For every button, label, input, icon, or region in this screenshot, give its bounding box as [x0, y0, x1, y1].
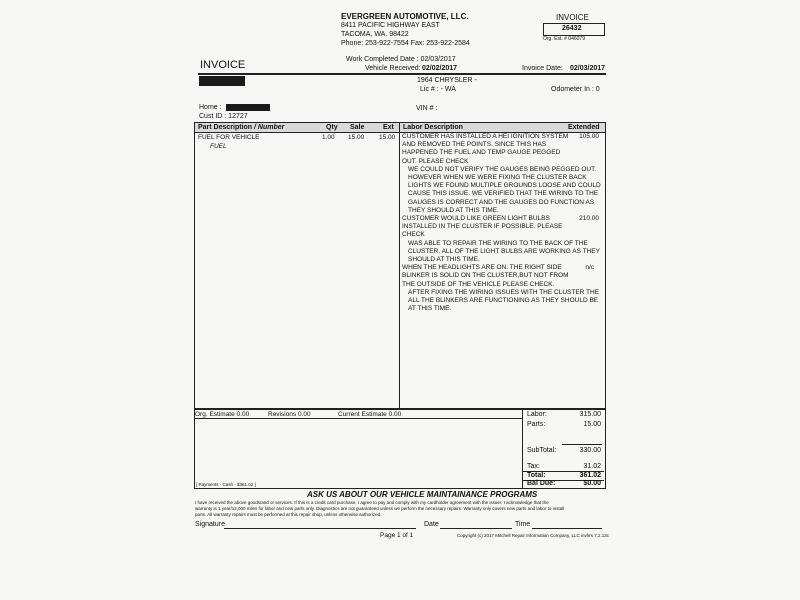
labor-line: WHEN THE HEADLIGHTS ARE ON. THE RIGHT SIDE: [402, 264, 562, 272]
labor-line: ALL THE BLINKERS ARE FUNCTIONING AS THEY SHOULD BE: [408, 297, 599, 304]
part-qty: 1.00: [322, 134, 335, 141]
subtotal-rule: [562, 444, 602, 445]
tax: 31.02: [583, 463, 601, 470]
redacted-customer-name: [199, 76, 245, 86]
disclaimer-line-1: I have received the above goods/and or services. If this is a credit card purchase, I agree to pay and comply with my cardholder agreement with the issuer. I acknowledge that the: [195, 500, 549, 505]
part-ext: 15.00: [379, 134, 396, 141]
current-estimate: Current Estimate 0.00: [338, 411, 402, 418]
company-city: TACOMA, WA. 98422: [341, 31, 409, 38]
balance-due-label: Bal Due:: [527, 480, 556, 487]
col-part-description: Part Description / Number: [198, 124, 285, 131]
date-label: Date: [424, 521, 439, 528]
labor-line: WE COULD NOT VERIFY THE GAUGES BEING PEGGED OUT.: [408, 165, 597, 173]
original-estimate: Org. Estimate 0.00: [195, 411, 250, 418]
vehicle-received-date: 02/02/2017: [422, 65, 458, 72]
part-sale: 15.00: [348, 134, 365, 141]
col-extended: Extended: [568, 124, 600, 131]
home-phone-label: Home :: [199, 104, 222, 111]
header-rule: [198, 73, 606, 75]
page-number: Page 1 of 1: [380, 532, 414, 539]
invoice-box-label: INVOICE: [556, 13, 589, 22]
col-ext: Ext: [383, 124, 394, 131]
company-address: 8411 PACIFIC HIGHWAY EAST: [341, 22, 440, 29]
copyright: Copyright (c) 2017 Mitchell Repair Information Company, LLC invhrs 7.2.13c: [457, 533, 609, 538]
total-label: Total:: [527, 472, 546, 479]
labor-line: BLINKER IS SOLID ON THE CLUSTER,BUT NOT FROM: [402, 272, 569, 280]
labor-line: CUSTOMER WOULD LIKE GREEN LIGHT BULBS: [402, 215, 550, 222]
labor-line: OUT. PLEASE CHECK: [402, 157, 469, 165]
signature-line: [224, 528, 416, 529]
vin-label: VIN # :: [416, 105, 438, 112]
vehicle-description: 1964 CHRYSLER -: [417, 77, 477, 84]
labor-total: 315.00: [579, 411, 601, 418]
company-name: EVERGREEN AUTOMOTIVE, LLC.: [341, 12, 469, 21]
labor-line: CLUSTER. ALL OF THE LIGHT BULBS ARE WORKING AS THEY: [408, 247, 600, 255]
balance-due: $0.00: [583, 480, 601, 487]
labor-line: HAPPENED THE FUEL AND TEMP GAUGE PEGGED: [402, 149, 561, 157]
labor-line: LIGHTS WE FOUND MULTIPLE GROUNDS LOOSE AND COULD: [408, 182, 601, 190]
parts-labor-divider: [399, 122, 400, 409]
labor-line: AT THIS TIME.: [408, 305, 452, 313]
parts-total-label: Parts:: [527, 421, 546, 428]
labor-line: CHECK: [402, 231, 425, 239]
labor-total-label: Labor:: [527, 411, 547, 418]
labor-line: THE OUTSIDE OF THE VEHICLE PLEASE CHECK.: [402, 280, 555, 288]
maintenance-programs-banner: ASK US ABOUT OUR VEHICLE MAINTAINANCE PROGRAMS: [307, 490, 538, 499]
labor-line: AND REMOVED THE POINTS. SINCE THIS HAS: [402, 141, 547, 149]
tax-label: Tax:: [527, 463, 540, 470]
invoice-number: 26432: [562, 25, 582, 32]
part-description: FUEL FOR VEHICLE: [198, 134, 260, 141]
col-qty: Qty: [326, 124, 338, 131]
invoice-title: INVOICE: [200, 59, 246, 71]
time-line: [532, 528, 602, 529]
license-number: Lic # : - WA: [420, 86, 456, 93]
labor-line: GAUGES IS CORRECT AND THE GAUGES DO FUNCTION AS: [408, 198, 595, 206]
labor-line: INSTALLED IN THE CLUSTER IF POSSIBLE. PLEASE: [402, 223, 563, 231]
labor-line: CUSTOMER HAS INSTALLED A HEI IGNITION SYSTEM: [402, 133, 569, 140]
labor-line: WAS ABLE TO REPAIR THE WIRING TO THE BACK OF THE: [408, 239, 588, 247]
parts-total: 15.00: [583, 421, 601, 428]
invoice-date: 02/03/2017: [570, 65, 606, 72]
labor-amount: n/c: [585, 264, 594, 272]
labor-line: THEY SHOULD AT THIS TIME.: [408, 206, 499, 214]
subtotal-label: SubTotal:: [527, 447, 557, 454]
redacted-home-phone: [226, 104, 270, 111]
labor-amount: 105.00: [579, 133, 599, 140]
disclaimer-line-2: warranty is 1 year/12,000 miles for labor and new parts only. Diagnostics are not guaranteed unless we perform the necessary repairs. Warranty only covers new parts and labor to install: [195, 506, 565, 511]
labor-line: SHOULD AT THIS TIME.: [408, 256, 480, 263]
col-sale: Sale: [350, 124, 365, 131]
revisions: Revisions 0.00: [268, 411, 311, 418]
work-completed-date: Work Completed Date : 02/03/2017: [346, 56, 456, 63]
labor-amount: 210.00: [579, 215, 599, 222]
disclaimer-line-3: parts. All warranty repairs must be performed at this repair shop, unless otherwise authorized.: [195, 512, 382, 517]
odometer-in: Odometer In : 0: [551, 86, 600, 93]
estimates-rule: [194, 418, 522, 419]
labor-line: CAUSE THIS ISSUE. WE VERIFIED THAT THE WIRING TO THE: [408, 190, 599, 198]
labor-line: AFTER FIXING THE WIRING ISSUES WITH THE CLUSTER THE: [408, 288, 600, 296]
time-label: Time: [515, 521, 531, 528]
labor-line: HOWEVER WHEN WE WERE FIXING THE CLUSTER BACK: [408, 174, 587, 181]
vehicle-received-label: Vehicle Received:: [365, 65, 421, 72]
part-subdescription: FUEL: [210, 143, 227, 150]
org-est-number: Org. Est. # 046079: [543, 36, 585, 42]
company-phone-fax: Phone: 253-922-7554 Fax: 253-922-2584: [341, 40, 470, 47]
date-line: [440, 528, 512, 529]
signature-label: Signature: [195, 521, 225, 528]
customer-id: Cust ID : 12727: [199, 113, 248, 120]
subtotal: 330.00: [579, 447, 601, 454]
payments-note: [ Payments - Cash - $361.02 ]: [196, 482, 256, 487]
invoice-date-label: Invoice Date:: [522, 65, 563, 72]
total: 361.02: [579, 472, 601, 479]
col-labor-description: Labor Description: [403, 124, 463, 131]
